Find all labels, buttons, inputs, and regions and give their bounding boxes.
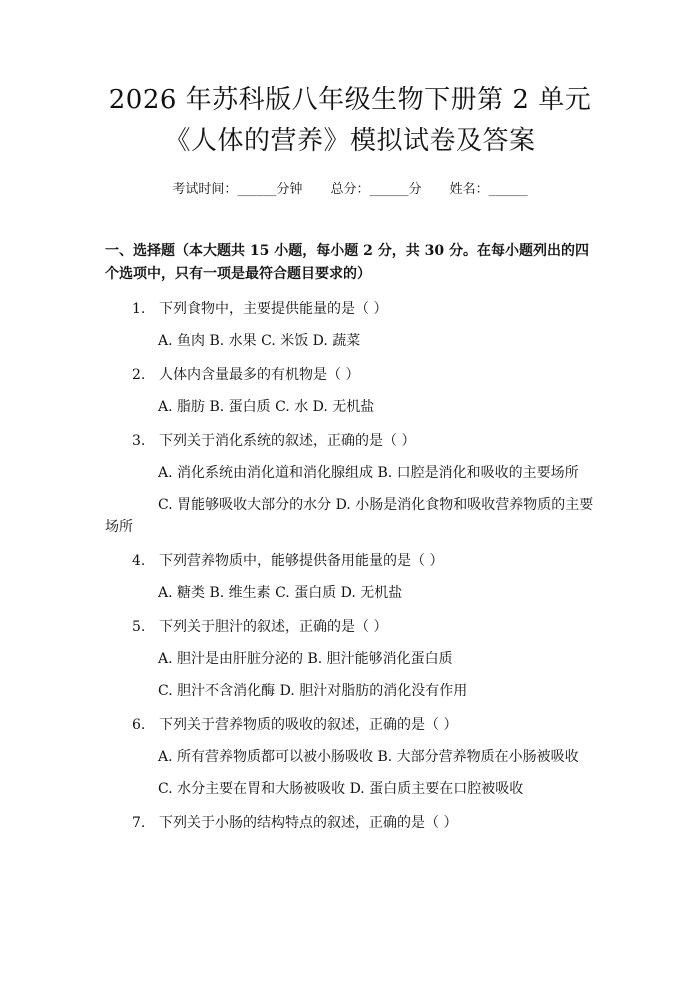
exam-page (0, 80, 700, 985)
question-stem (105, 812, 595, 834)
question-text: 人体内含量最多的有机物是（ ） (159, 367, 360, 383)
question-number: 3. (132, 433, 146, 449)
exam-meta (105, 178, 595, 198)
question-stem (105, 298, 595, 320)
question-item (105, 550, 595, 604)
question-text: 下列关于营养物质的吸收的叙述，正确的是（ ） (159, 717, 458, 733)
answer-options: A. 胆汁是由肝脏分泌的 B. 胆汁能够消化蛋白质 (158, 651, 453, 667)
question-item (105, 714, 595, 800)
question-stem (105, 616, 595, 638)
exam-time: 考试时间：______分钟 (172, 182, 303, 197)
total-score: 总分：______分 (330, 182, 422, 197)
question-number: 2. (132, 367, 146, 383)
question-stem (105, 550, 595, 572)
section-heading: 一、选择题（本大题共 15 小题，每小题 2 分，共 30 分。在每小题列出的四个选项中，只有一项是最符合题目要求的） (105, 243, 589, 282)
student-name: 姓名：______ (449, 182, 528, 197)
answer-options: C. 胃能够吸收大部分的水分 D. 小肠是消化食物和吸收营养物质的主要场所 (105, 497, 594, 535)
question-text: 下列关于胆汁的叙述，正确的是（ ） (159, 619, 388, 635)
question-number: 4. (132, 553, 146, 569)
question-item (105, 812, 595, 834)
answer-options: C. 水分主要在胃和大肠被吸收 D. 蛋白质主要在口腔被吸收 (158, 781, 524, 797)
answer-options: C. 胆汁不含消化酶 D. 胆汁对脂肪的消化没有作用 (158, 683, 468, 699)
question-stem (105, 364, 595, 386)
question-text: 下列营养物质中，能够提供备用能量的是（ ） (159, 553, 444, 569)
answer-options: A. 脂肪 B. 蛋白质 C. 水 D. 无机盐 (158, 399, 375, 415)
exam-title: 2026 年苏科版八年级生物下册第 2 单元《人体的营养》模拟试卷及答案 (108, 85, 592, 156)
question-item (105, 364, 595, 418)
question-text: 下列关于消化系统的叙述，正确的是（ ） (159, 433, 416, 449)
answer-options: A. 鱼肉 B. 水果 C. 米饭 D. 蔬菜 (158, 333, 361, 349)
question-stem (105, 714, 595, 736)
question-text: 下列关于小肠的结构特点的叙述，正确的是（ ） (159, 815, 458, 831)
answer-options: A. 消化系统由消化道和消化腺组成 B. 口腔是消化和吸收的主要场所 (158, 465, 579, 481)
answer-options: A. 糖类 B. 维生素 C. 蛋白质 D. 无机盐 (158, 585, 403, 601)
question-item (105, 298, 595, 352)
question-list (105, 298, 595, 834)
answer-options: A. 所有营养物质都可以被小肠吸收 B. 大部分营养物质在小肠被吸收 (158, 749, 579, 765)
question-item (105, 616, 595, 702)
question-stem (105, 430, 595, 452)
question-number: 6. (132, 717, 146, 733)
question-number: 7. (132, 815, 146, 831)
question-item (105, 430, 595, 538)
question-text: 下列食物中，主要提供能量的是（ ） (159, 301, 388, 317)
question-number: 1. (132, 301, 146, 317)
question-number: 5. (132, 619, 146, 635)
